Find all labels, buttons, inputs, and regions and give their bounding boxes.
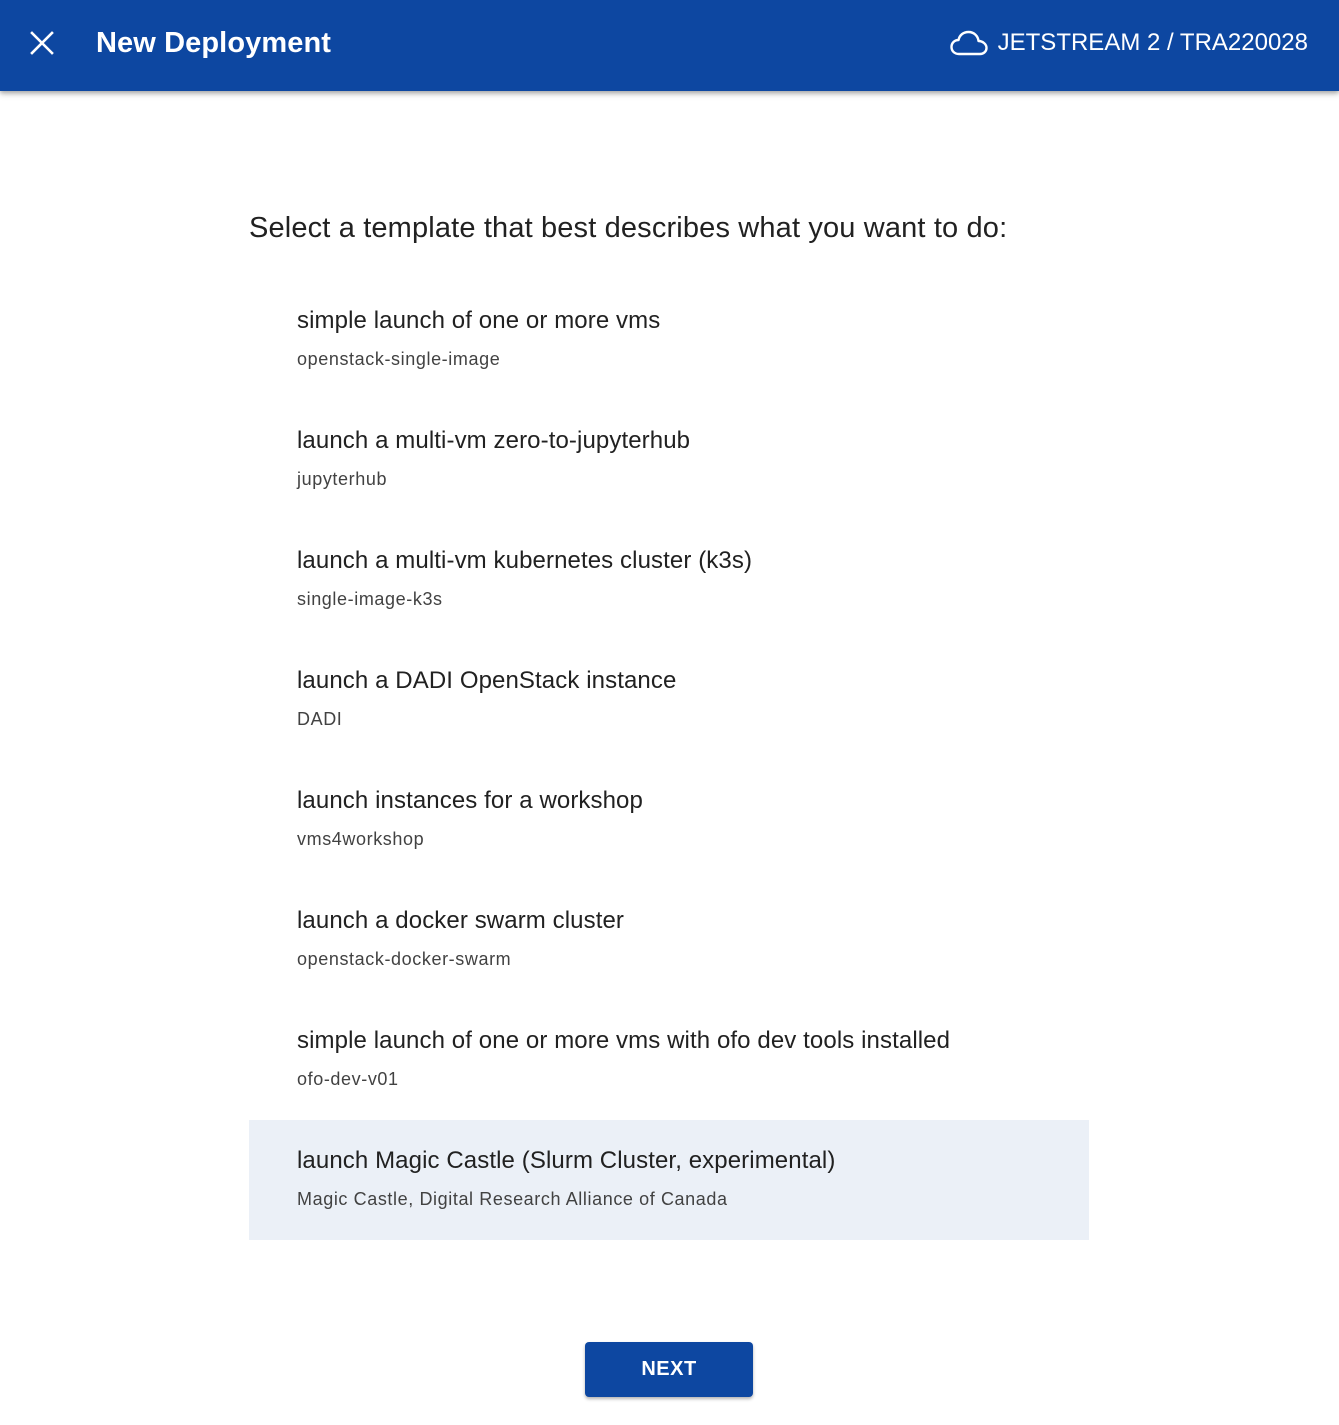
project-context-label: JETSTREAM 2 / TRA220028	[997, 29, 1308, 56]
template-title: launch instances for a workshop	[297, 787, 643, 814]
template-list	[249, 280, 1089, 1240]
template-subtitle: openstack-single-image	[297, 349, 501, 369]
project-context[interactable]	[950, 24, 1308, 62]
template-subtitle: ofo-dev-v01	[297, 1069, 399, 1089]
page-title: New Deployment	[96, 27, 332, 59]
template-title: simple launch of one or more vms with ofo dev tools installed	[297, 1027, 951, 1054]
template-subtitle: Magic Castle, Digital Research Alliance of Canada	[297, 1189, 728, 1209]
template-item-openstack-docker-swarm[interactable]	[249, 880, 1089, 1000]
template-title: launch a multi-vm zero-to-jupyterhub	[297, 427, 691, 454]
template-title: simple launch of one or more vms	[297, 307, 661, 334]
cloud-icon	[950, 30, 988, 56]
template-prompt: Select a template that best describes what you want to do:	[249, 212, 1008, 244]
template-item-dadi[interactable]	[249, 640, 1089, 760]
template-title: launch a multi-vm kubernetes cluster (k3s)	[297, 547, 753, 574]
template-item-single-image-k3s[interactable]	[249, 520, 1089, 640]
template-item-openstack-single-image[interactable]	[249, 280, 1089, 400]
template-subtitle: openstack-docker-swarm	[297, 949, 512, 969]
template-title: launch Magic Castle (Slurm Cluster, experimental)	[297, 1147, 836, 1174]
template-subtitle: vms4workshop	[297, 829, 425, 849]
template-subtitle: jupyterhub	[297, 469, 388, 489]
close-button[interactable]	[22, 23, 62, 63]
template-item-ofo-dev-v01[interactable]	[249, 1000, 1089, 1120]
close-icon	[29, 30, 55, 56]
template-item-magic-castle[interactable]	[249, 1120, 1089, 1240]
template-title: launch a DADI OpenStack instance	[297, 667, 677, 694]
template-title: launch a docker swarm cluster	[297, 907, 625, 934]
template-subtitle: single-image-k3s	[297, 589, 443, 609]
template-item-jupyterhub[interactable]	[249, 400, 1089, 520]
next-button[interactable]: NEXT	[585, 1342, 753, 1397]
template-subtitle: DADI	[297, 709, 343, 729]
template-item-vms4workshop[interactable]	[249, 760, 1089, 880]
app-bar	[0, 0, 1339, 91]
